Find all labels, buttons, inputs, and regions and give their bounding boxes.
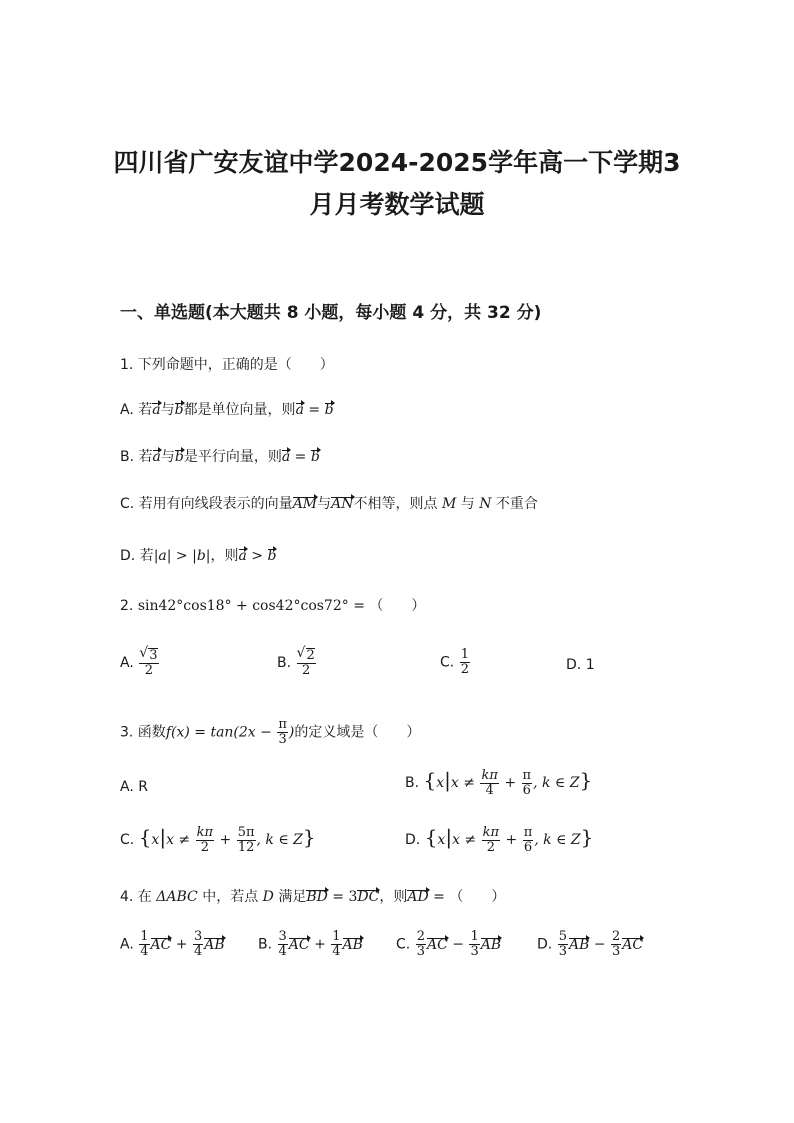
q2-option-b: B. √ $\frac{2}{2}$ [277,648,317,678]
q1-option-d: D. 若|a| > |b|，则a > b [120,548,277,564]
q2-option-c: C. $\frac{1}{2}$ [440,647,469,677]
q3-option-b: B. {x|x ≠ $\frac{k\pi}{4}$ + $\frac{\pi}{6}$ , k ∈ Z} [405,767,593,798]
title-line-1: 四川省广安友谊中学2024-2025学年高一下学期3 [113,148,681,177]
q1-stem: 1. 下列命题中，正确的是（ ） [120,357,334,373]
q4-option-b: B. $\frac{3}{4}$ AC + $\frac{1}{4}$ AB [258,929,363,959]
q1-option-c: C. 若用有向线段表示的向量AM与AN不相等，则点 M 与 N 不重合 [120,496,538,512]
q1-option-a: A. 若a与b都是单位向量，则a = b [120,402,334,418]
q3-option-d: D. {x|x ≠ $\frac{k\pi}{2}$ + $\frac{\pi}{6}$ , k ∈ Z} [405,824,594,855]
q3-stem: 3. 函数f(x) = tan(2x − $\frac{\pi}{3}$ )的定义域是（ ） [120,717,421,747]
q1-option-b: B. 若a与b是平行向量，则a = b [120,449,320,465]
q2-stem: 2. sin42°cos18° + cos42°cos72° = （ ） [120,598,426,614]
q3-option-a: A. R [120,779,148,795]
q2-option-a: A. √ $\frac{3}{2}$ [120,648,160,678]
q4-stem: 4. 在 ΔABC 中，若点 D 满足BD = 3DC，则AD = （ ） [120,889,506,905]
q4-option-a: A. $\frac{1}{4}$ AC + $\frac{3}{4}$ AB [120,929,225,959]
q4-option-d: D. $\frac{5}{3}$ AB − $\frac{2}{3}$ AC [537,929,644,959]
q3-option-c: C. {x|x ≠ $\frac{k\pi}{2}$ + $\frac{5\pi}{12}$ , k ∈ Z} [120,824,316,855]
title-line-2: 月月考数学试题 [309,190,485,219]
section-heading: 一、单选题(本大题共 8 小题，每小题 4 分，共 32 分) [120,303,542,323]
q2-option-d: D. 1 [566,657,595,673]
q4-option-c: C. $\frac{2}{3}$ AC − $\frac{1}{3}$ AB [396,929,502,959]
